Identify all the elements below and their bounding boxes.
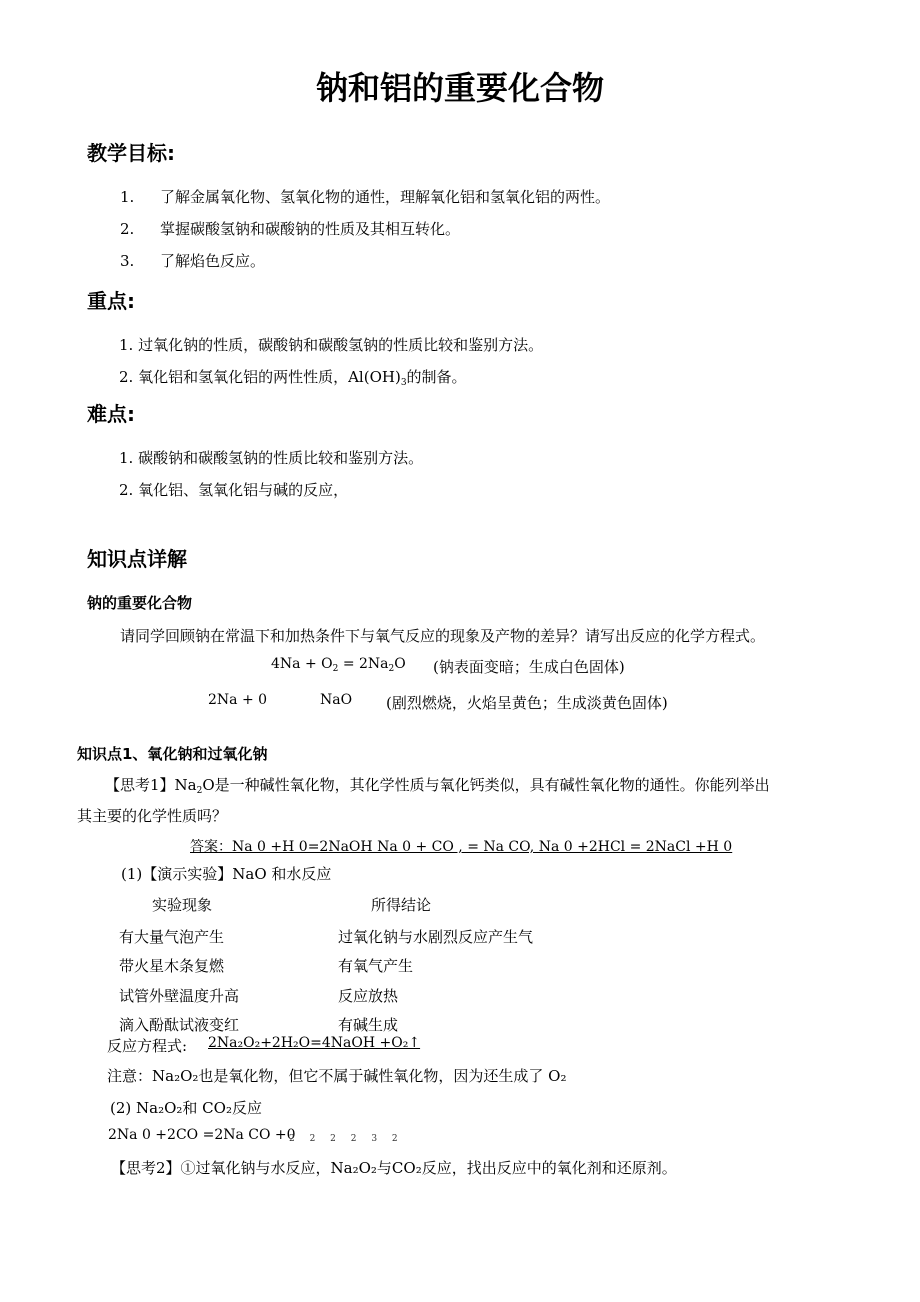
demo-experiment: (1)【演示实验】NaO 和水反应 [121, 865, 332, 883]
sodium-compounds-heading: 钠的重要化合物 [87, 594, 193, 612]
note-line: 注意：Na₂O₂也是氧化物，但它不属于碱性氧化物，因为还生成了 O₂ [107, 1067, 567, 1085]
key-point-1: 1. 过氧化钠的性质，碳酸钠和碳酸氢钠的性质比较和鉴别方法。 [119, 336, 544, 354]
table-header-conclusion: 所得结论 [371, 896, 432, 914]
answer-line: 答案：Na 0 +H 0=2NaOH Na 0 + CO , = Na CO, Na 0 +2HCl = 2NaCl +H 0 [190, 839, 733, 855]
think1-line1: 【思考1】$Na_2O$是一种碱性氧化物，其化学性质与氧化钙类似，具有碱性氧化物的通性。你能列举出 [105, 776, 770, 796]
part2-heading: (2) Na₂O₂和 CO₂反应 [110, 1099, 262, 1117]
knowledge-heading: 知识点详解 [87, 547, 187, 571]
table-row-1-phenomenon: 有大量气泡产生 [119, 928, 225, 946]
table-row-4-conclusion: 有碱生成 [338, 1016, 399, 1034]
table-row-4-phenomenon: 滴入酚酞试液变红 [119, 1016, 240, 1034]
key-point-2: 2. 氧化铝和氢氧化铝的两性性质，$Al(OH)_3$的制备。 [119, 368, 467, 388]
key-points-heading: 重点: [87, 289, 135, 313]
goal-item-2: 2. 掌握碳酸氢钠和碳酸钠的性质及其相互转化。 [120, 220, 461, 238]
goal-item-1: 1. 了解金属氧化物、氢氧化物的通性，理解氧化铝和氢氧化铝的两性。 [120, 188, 611, 206]
think2-line: 【思考2】①过氧化钠与水反应，Na₂O₂与CO₂反应，找出反应中的氧化剂和还原剂。 [111, 1159, 677, 1177]
reaction-equation: 2Na₂O₂+2H₂O=4NaOH +O₂↑ [208, 1035, 421, 1051]
table-row-2-phenomenon: 带火星木条复燃 [119, 957, 225, 975]
page-title: 钠和铝的重要化合物 [315, 69, 604, 107]
reaction-label: 反应方程式: [107, 1037, 188, 1055]
think1-line2: 其主要的化学性质吗？ [77, 807, 228, 825]
equation-2-product: NaO [320, 692, 353, 708]
table-row-3-phenomenon: 试管外壁温度升高 [119, 987, 240, 1005]
equation-3-subscripts: 2 2 2 2 3 2 [289, 1134, 398, 1144]
review-question: 请同学回顾钠在常温下和加热条件下与氧气反应的现象及产物的差异？请写出反应的化学方程式。 [120, 627, 766, 645]
equation-2-note: (剧烈燃烧，火焰呈黄色；生成淡黄色固体) [386, 694, 668, 712]
equation-2-left: 2Na + 0 [208, 692, 268, 708]
table-header-phenomenon: 实验现象 [152, 896, 213, 914]
point1-heading: 知识点1、氧化钠和过氧化钠 [77, 745, 268, 763]
table-row-1-conclusion: 过氧化钠与水剧烈反应产生气 [338, 928, 534, 946]
equation-1: $4Na + O_2 = 2Na_2O$ [271, 656, 406, 674]
difficult-points-heading: 难点: [87, 402, 135, 426]
difficult-point-1: 1. 碳酸钠和碳酸氢钠的性质比较和鉴别方法。 [119, 449, 424, 467]
equation-3: 2Na 0 +2CO =2Na CO +0 [108, 1127, 296, 1143]
goal-item-3: 3. 了解焰色反应。 [120, 252, 266, 270]
table-row-2-conclusion: 有氧气产生 [338, 957, 414, 975]
equation-1-note: (钠表面变暗；生成白色固体) [433, 658, 625, 676]
goals-heading: 教学目标: [87, 141, 175, 165]
difficult-point-2: 2. 氧化铝、氢氧化铝与碱的反应， [119, 481, 349, 499]
table-row-3-conclusion: 反应放热 [338, 987, 399, 1005]
